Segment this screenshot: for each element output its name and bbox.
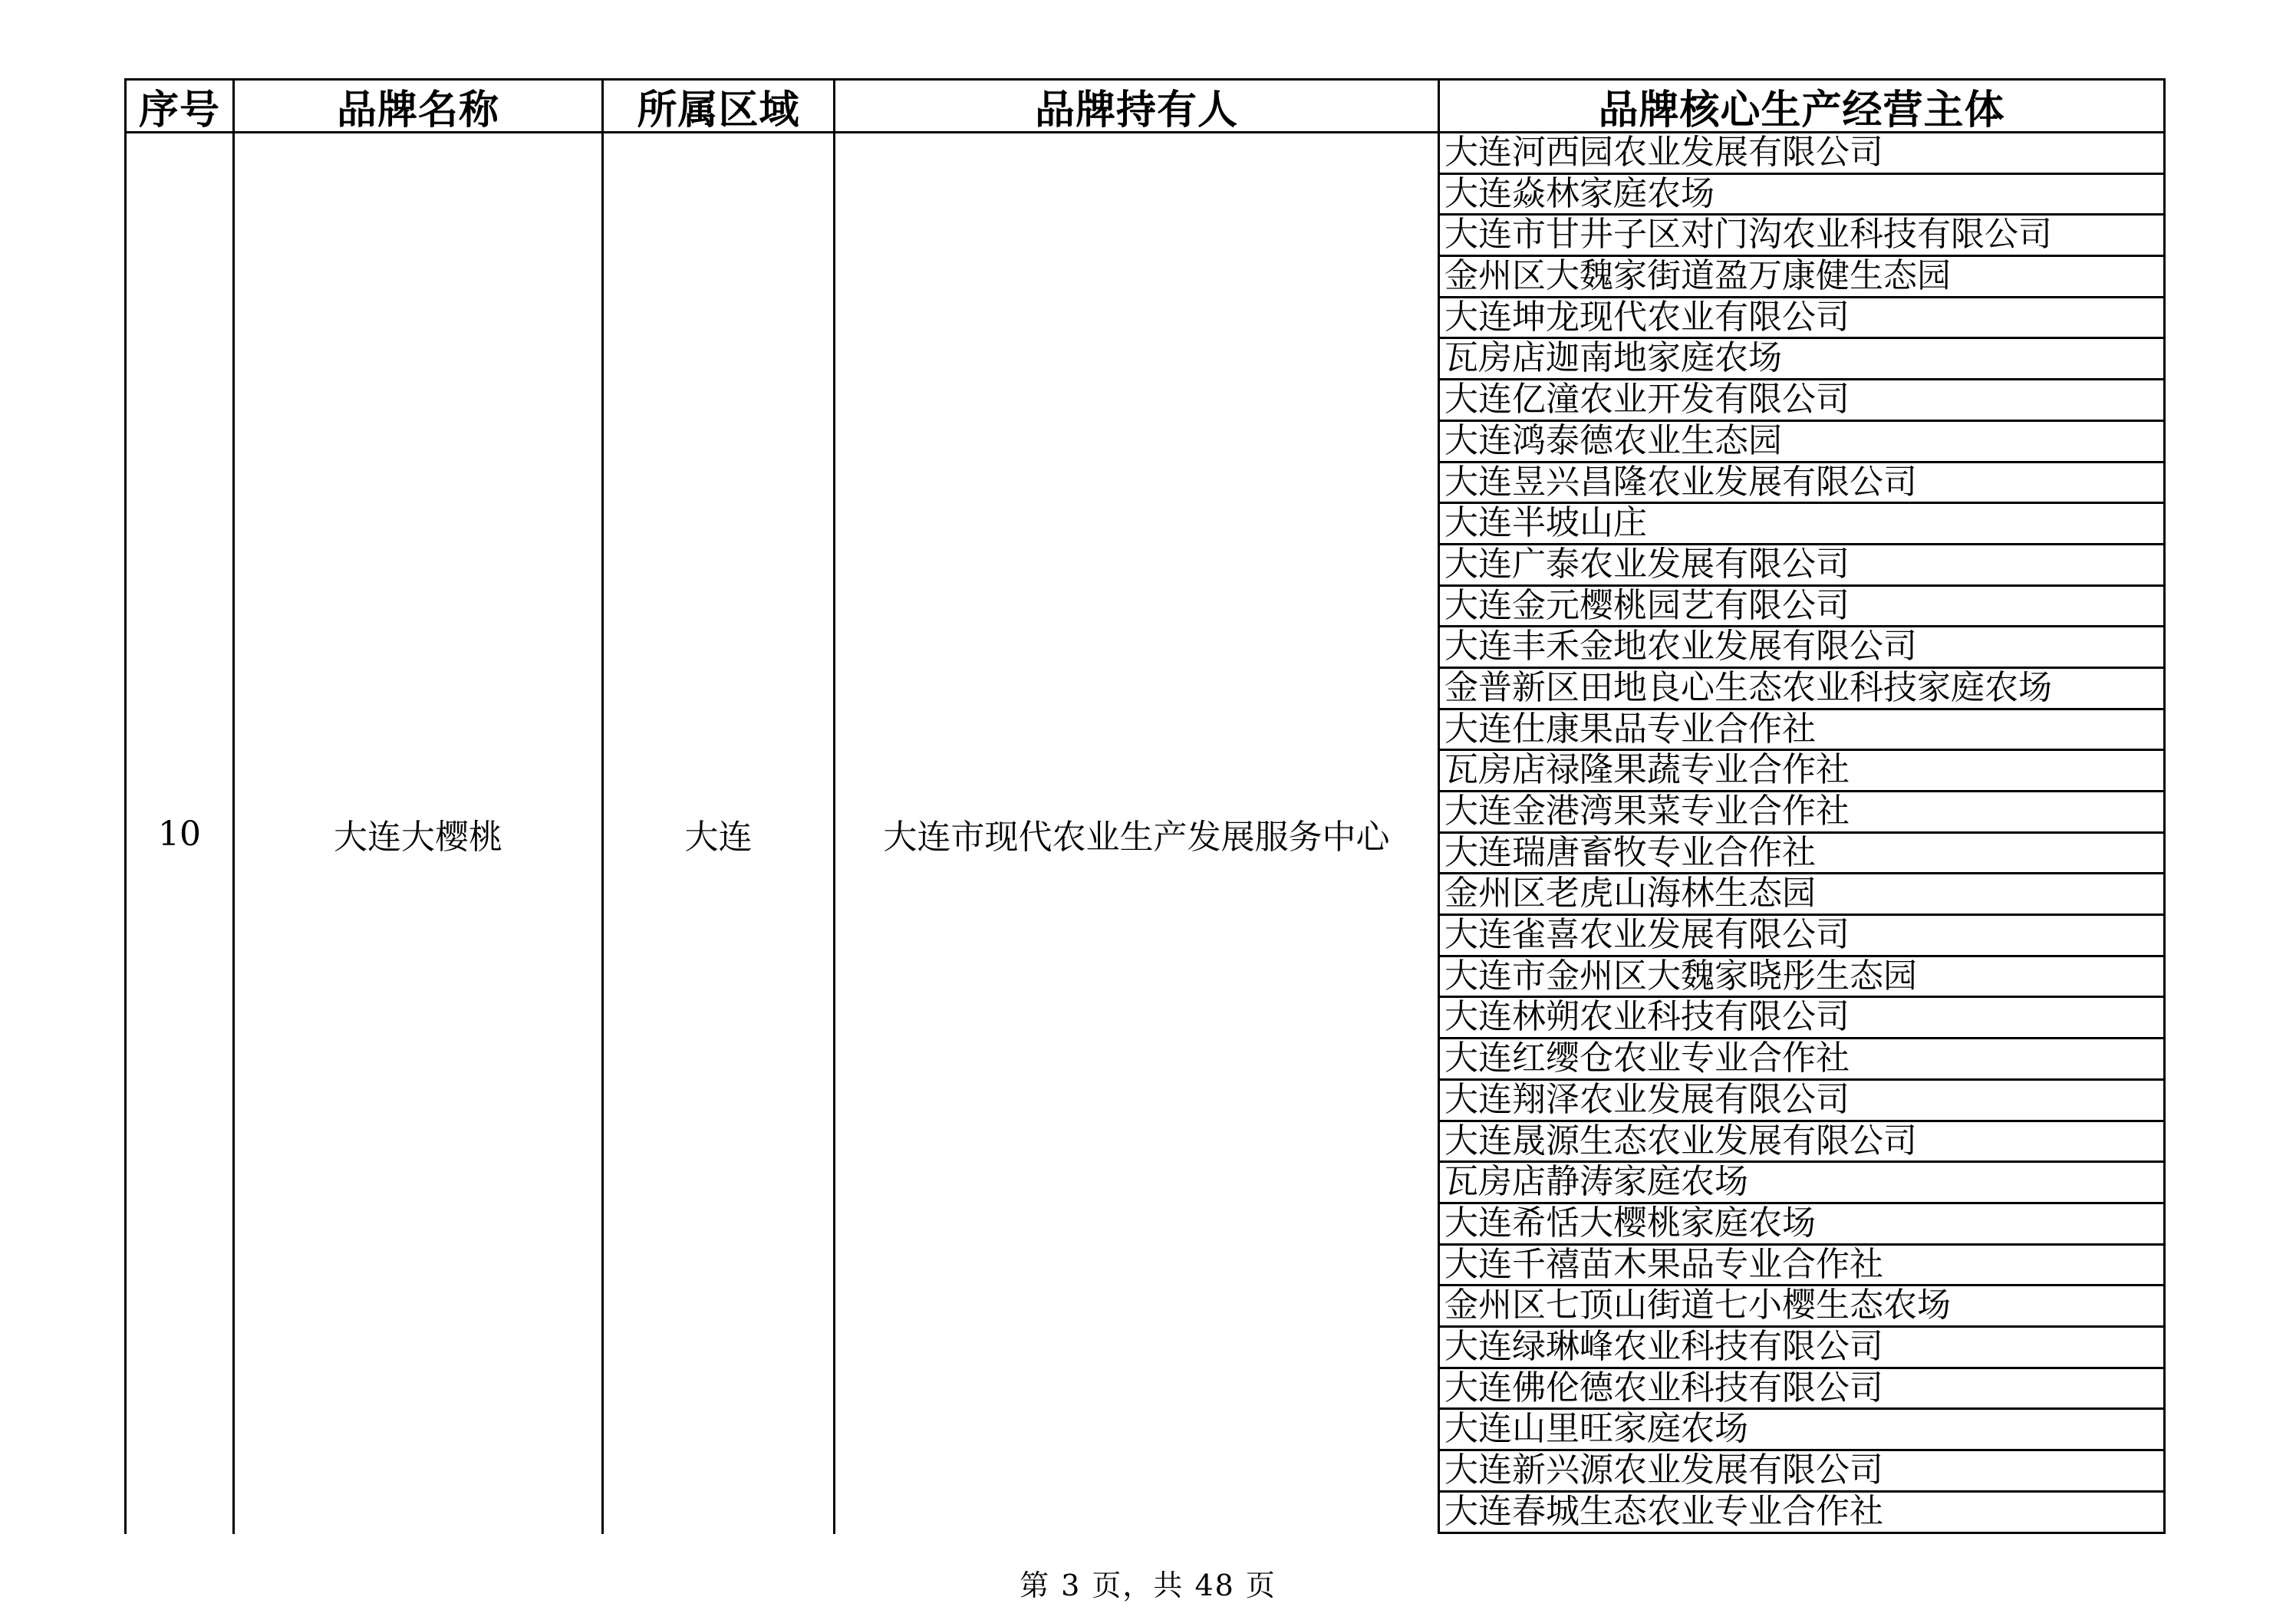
brand-table bbox=[124, 78, 2166, 1534]
list-item: 大连仕康果品专业合作社 bbox=[1440, 710, 2163, 752]
entity-list bbox=[1438, 133, 2166, 1534]
list-item: 大连坤龙现代农业有限公司 bbox=[1440, 298, 2163, 340]
list-item: 大连金元樱桃园艺有限公司 bbox=[1440, 587, 2163, 628]
list-item: 大连希恬大樱桃家庭农场 bbox=[1440, 1204, 2163, 1246]
list-item: 大连林朔农业科技有限公司 bbox=[1440, 998, 2163, 1039]
list-item: 大连广泰农业发展有限公司 bbox=[1440, 545, 2163, 587]
list-item: 大连千禧苗木果品专业合作社 bbox=[1440, 1246, 2163, 1287]
header-index: 序号 bbox=[124, 78, 235, 133]
list-item: 金州区七顶山街道七小樱生态农场 bbox=[1440, 1286, 2163, 1328]
cell-brand-name: 大连大樱桃 bbox=[334, 818, 502, 857]
list-item: 瓦房店静涛家庭农场 bbox=[1440, 1163, 2163, 1204]
page-footer: 第 3 页，共 48 页 bbox=[1020, 1569, 1276, 1602]
list-item: 大连佛伦德农业科技有限公司 bbox=[1440, 1369, 2163, 1411]
list-item: 大连翔泽农业发展有限公司 bbox=[1440, 1081, 2163, 1122]
list-item: 大连新兴源农业发展有限公司 bbox=[1440, 1451, 2163, 1493]
list-item: 大连亿潼农业开发有限公司 bbox=[1440, 380, 2163, 422]
list-item: 瓦房店迦南地家庭农场 bbox=[1440, 339, 2163, 380]
list-item: 大连瑞唐畜牧专业合作社 bbox=[1440, 834, 2163, 875]
list-item: 大连河西园农业发展有限公司 bbox=[1440, 133, 2163, 175]
list-item: 大连市甘井子区对门沟农业科技有限公司 bbox=[1440, 216, 2163, 257]
list-item: 金州区老虎山海林生态园 bbox=[1440, 874, 2163, 916]
list-item: 大连红缨仓农业专业合作社 bbox=[1440, 1039, 2163, 1081]
header-entities: 品牌核心生产经营主体 bbox=[1438, 78, 2166, 133]
list-item: 大连昱兴昌隆农业发展有限公司 bbox=[1440, 463, 2163, 505]
list-item: 大连春城生态农业专业合作社 bbox=[1444, 1492, 1883, 1531]
list-item: 大连半坡山庄 bbox=[1440, 504, 2163, 545]
list-item: 大连丰禾金地农业发展有限公司 bbox=[1440, 627, 2163, 669]
list-item: 金普新区田地良心生态农业科技家庭农场 bbox=[1440, 669, 2163, 710]
list-item: 大连市金州区大魏家晓彤生态园 bbox=[1440, 957, 2163, 999]
list-item: 大连雀喜农业发展有限公司 bbox=[1440, 916, 2163, 957]
list-item: 瓦房店禄隆果蔬专业合作社 bbox=[1440, 751, 2163, 792]
cell-owner: 大连市现代农业生产发展服务中心 bbox=[883, 818, 1390, 857]
header-region: 所属区域 bbox=[601, 78, 835, 133]
list-item: 大连绿琳峰农业科技有限公司 bbox=[1440, 1328, 2163, 1369]
list-item: 金州区大魏家街道盈万康健生态园 bbox=[1440, 257, 2163, 298]
cell-region: 大连 bbox=[684, 818, 753, 857]
list-item: 大连鸿泰德农业生态园 bbox=[1440, 422, 2163, 463]
list-item: 大连山里旺家庭农场 bbox=[1440, 1410, 2163, 1451]
cell-index: 10 bbox=[158, 814, 201, 854]
header-brand-name: 品牌名称 bbox=[232, 78, 604, 133]
list-item: 大连晟源生态农业发展有限公司 bbox=[1440, 1122, 2163, 1164]
list-item: 大连焱林家庭农场 bbox=[1440, 175, 2163, 216]
header-owner: 品牌持有人 bbox=[833, 78, 1440, 133]
list-item: 大连金港湾果菜专业合作社 bbox=[1440, 792, 2163, 834]
